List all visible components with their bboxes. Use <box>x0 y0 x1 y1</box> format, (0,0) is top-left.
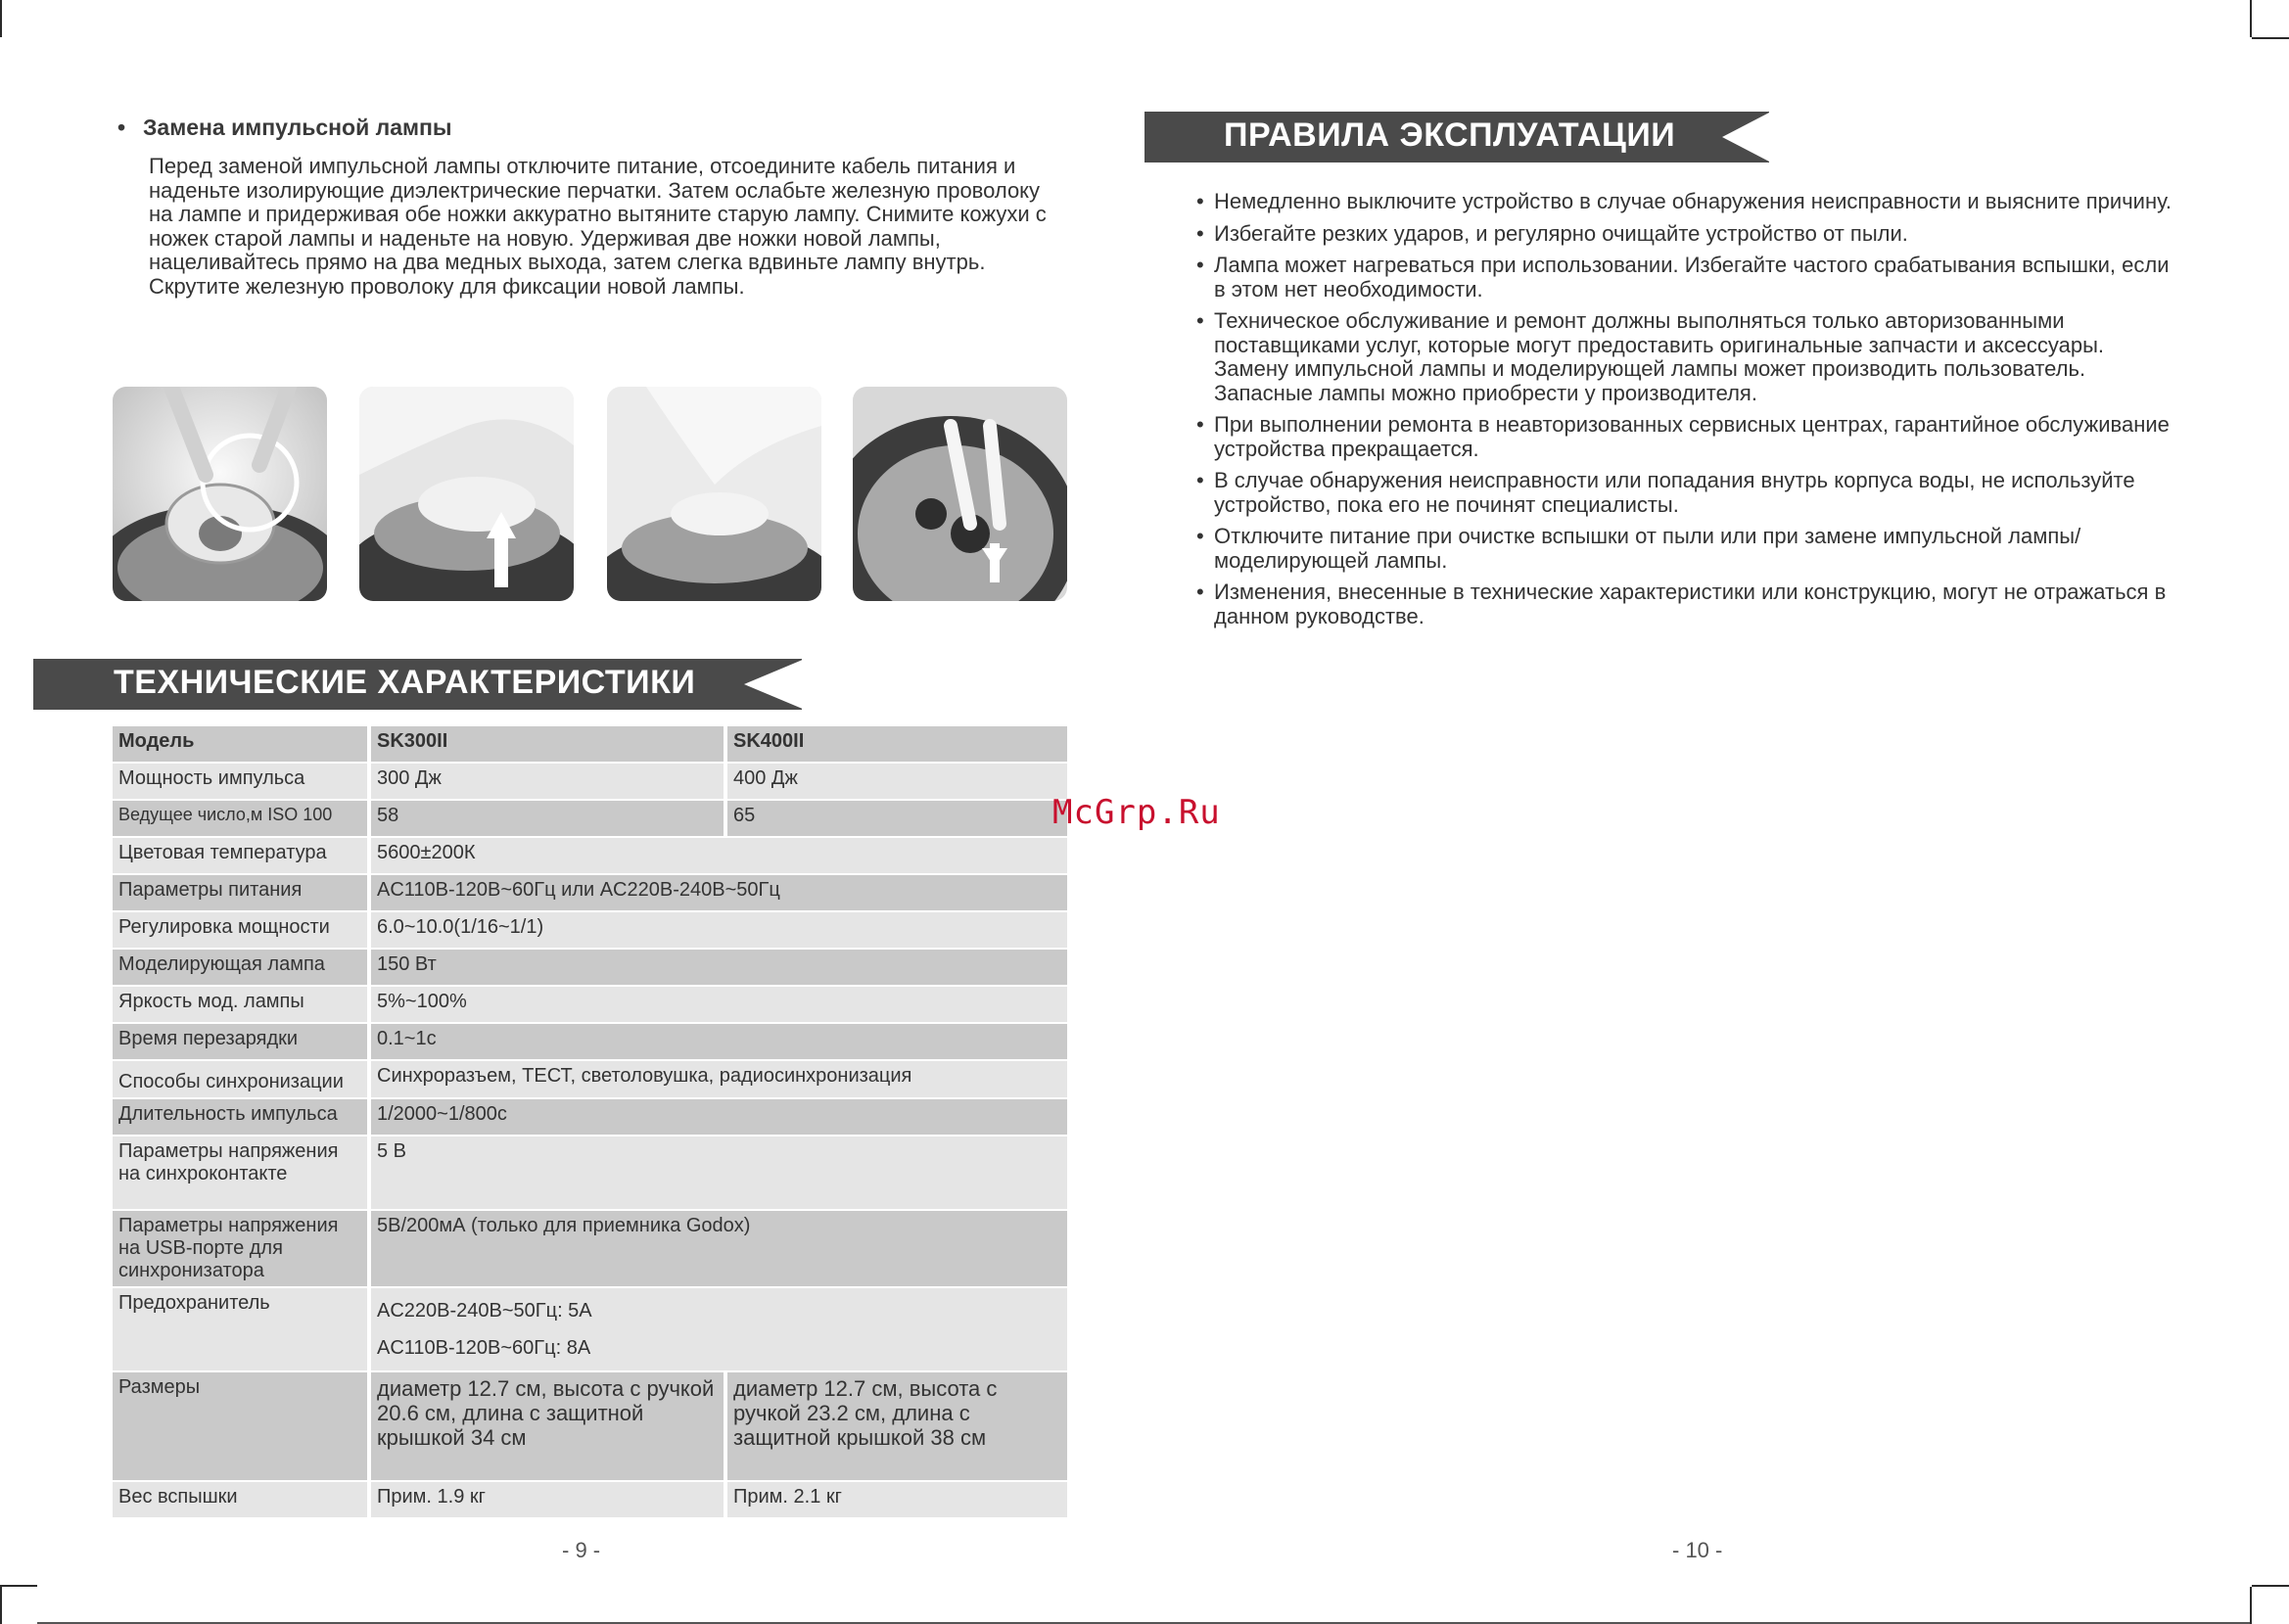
table-row <box>113 726 1067 762</box>
step-photo-1 <box>113 387 327 601</box>
row-value: 5В/200мА (только для приемника Godox) <box>367 1211 1067 1286</box>
table-row <box>113 1288 1067 1370</box>
row-value: 300 Дж <box>367 764 724 799</box>
step-photo-4 <box>853 387 1067 601</box>
table-row <box>113 1099 1067 1135</box>
row-label: Моделирующая лампа <box>113 950 367 985</box>
rule-text: Избегайте резких ударов, и регулярно очищайте устройство от пыли. <box>1214 220 1908 246</box>
row-label: Размеры <box>113 1372 367 1480</box>
crop-mark <box>2252 1585 2289 1587</box>
step-photo-2 <box>359 387 574 601</box>
row-label: Цветовая температура <box>113 838 367 873</box>
crop-mark <box>0 1585 37 1587</box>
banner-notch <box>1722 112 1771 162</box>
bullet: • <box>117 115 126 140</box>
bullet: • <box>1196 412 1204 437</box>
list-item <box>1196 254 2175 302</box>
list-item <box>1196 413 2175 461</box>
row-value: 400 Дж <box>724 764 1067 799</box>
row-value: AC220В-240В~50Гц: 5A <box>377 1300 592 1322</box>
fuse-values <box>367 1288 1067 1370</box>
row-value: диаметр 12.7 см, высота с ручкой 23.2 см, длина с защитной крышкой 38 см <box>724 1372 1067 1480</box>
specs-table <box>113 724 1067 1519</box>
row-value: 5600±200К <box>367 838 1067 873</box>
row-value: AC110В-120В~60Гц: 8A <box>377 1337 591 1359</box>
crop-mark <box>2250 0 2252 37</box>
bullet: • <box>1196 468 1204 492</box>
model-label: Модель <box>113 726 367 762</box>
row-value: AC110В-120В~60Гц или AC220В-240В~50Гц <box>367 875 1067 910</box>
row-value: 5 В <box>367 1137 1067 1209</box>
table-row <box>113 838 1067 873</box>
bullet: • <box>1196 220 1204 246</box>
row-label: Параметры напряжения на USB-порте для синхронизатора <box>113 1211 367 1286</box>
rule-text: Лампа может нагреваться при использовании. Избегайте частого срабатывания вспышки, если в этом нет необходимости. <box>1214 253 2170 302</box>
row-value: 0.1~1с <box>367 1024 1067 1059</box>
row-value: диаметр 12.7 см, высота с ручкой 20.6 см, длина с защитной крышкой 34 см <box>367 1372 724 1480</box>
table-row <box>113 950 1067 985</box>
table-row <box>113 987 1067 1022</box>
crop-mark <box>0 0 2 37</box>
row-label: Мощность импульса <box>113 764 367 799</box>
list-item <box>1196 469 2175 517</box>
row-value: 1/2000~1/800с <box>367 1099 1067 1135</box>
row-label: Время перезарядки <box>113 1024 367 1059</box>
lamp-replacement-paragraph: Перед заменой импульсной лампы отключите питание, отсоедините кабель питания и наденьте изолирующие диэлектрические перчатки. Затем ослабьте железную проволоку на лампе и придерживая обе ножки аккуратно вытяните старую лампу. Снимите кожухи с ножек старой лампы и наденьте на новую. Удерживая две ножки новой лампы, нацеливайтесь прямо на два медных выхода, затем слегка вдвиньте лампу внутрь. Скрутите железную проволоку для фиксации новой лампы. <box>149 154 1047 299</box>
row-label: Длительность импульса <box>113 1099 367 1135</box>
row-label: Регулировка мощности <box>113 912 367 948</box>
row-label: Ведущее число,м ISO 100 <box>113 801 367 836</box>
row-value: Прим. 2.1 кг <box>724 1482 1067 1517</box>
lamp-replacement-heading <box>117 115 452 141</box>
row-value: 150 Вт <box>367 950 1067 985</box>
row-value: Прим. 1.9 кг <box>367 1482 724 1517</box>
crop-mark <box>0 1587 2 1624</box>
bullet: • <box>1196 524 1204 548</box>
row-value: Синхроразъем, ТЕСТ, светоловушка, радиосинхронизация <box>367 1061 1067 1097</box>
row-value: 58 <box>367 801 724 836</box>
row-label: Вес вспышки <box>113 1482 367 1517</box>
rules-title: ПРАВИЛА ЭКСПЛУАТАЦИИ <box>1224 116 1676 154</box>
rule-text: Немедленно выключите устройство в случае обнаружения неисправности и выясните причину. <box>1214 189 2172 213</box>
rule-text: При выполнении ремонта в неавторизованных сервисных центрах, гарантийное обслуживание устройства прекращается. <box>1214 412 2170 461</box>
table-row <box>113 1024 1067 1059</box>
bullet: • <box>1196 308 1204 333</box>
row-label: Яркость мод. лампы <box>113 987 367 1022</box>
rule-text: Техническое обслуживание и ремонт должны выполняться только авторизованными поставщиками услуг, которые могут предоставить оригинальные запчасти и аксессуары. Замену импульсной лампы и моделирующей лампы может производить пользователь. Запасные лампы можно приобрести у производителя. <box>1214 308 2105 405</box>
table-row <box>113 1061 1067 1097</box>
watermark: McGrp.Ru <box>1052 793 1221 832</box>
rule-text: В случае обнаружения неисправности или попадания внутрь корпуса воды, не используйте устройство, пока его не починят специалисты. <box>1214 468 2135 517</box>
list-item <box>1196 580 2175 628</box>
list-item <box>1196 222 2175 247</box>
bullet: • <box>1196 253 1204 277</box>
table-row <box>113 801 1067 836</box>
page-number-left: - 9 - <box>562 1538 601 1562</box>
table-row <box>113 1482 1067 1517</box>
model-col2: SK400II <box>724 726 1067 762</box>
list-item <box>1196 190 2175 214</box>
bullet: • <box>1196 580 1204 604</box>
row-label: Параметры напряжения на синхроконтакте <box>113 1137 367 1209</box>
row-label: Предохранитель <box>113 1288 367 1370</box>
crop-mark <box>2252 37 2289 39</box>
table-row <box>113 764 1067 799</box>
list-item <box>1196 525 2175 573</box>
rule-text: Отключите питание при очистке вспышки от пыли или при замене импульсной лампы/моделирующей лампы. <box>1214 524 2081 573</box>
table-row <box>113 1372 1067 1480</box>
table-row <box>113 1211 1067 1286</box>
rule-text: Изменения, внесенные в технические характеристики или конструкцию, могут не отражаться в данном руководстве. <box>1214 580 2167 628</box>
page-number-right: - 10 - <box>1672 1538 1723 1562</box>
step-photo-3 <box>607 387 821 601</box>
rules-list <box>1196 190 2175 636</box>
specs-title: ТЕХНИЧЕСКИЕ ХАРАКТЕРИСТИКИ <box>114 664 696 701</box>
list-item <box>1196 309 2175 405</box>
model-col1: SK300II <box>367 726 724 762</box>
table-row <box>113 1137 1067 1209</box>
bullet: • <box>1196 189 1204 213</box>
heading-text: Замена импульсной лампы <box>143 115 452 140</box>
row-value: 65 <box>724 801 1067 836</box>
row-value: 5%~100% <box>367 987 1067 1022</box>
row-value: 6.0~10.0(1/16~1/1) <box>367 912 1067 948</box>
table-row <box>113 912 1067 948</box>
table-row <box>113 875 1067 910</box>
row-label: Способы синхронизации <box>113 1061 367 1097</box>
row-label: Параметры питания <box>113 875 367 910</box>
crop-mark <box>2250 1587 2252 1624</box>
banner-notch <box>744 659 805 710</box>
